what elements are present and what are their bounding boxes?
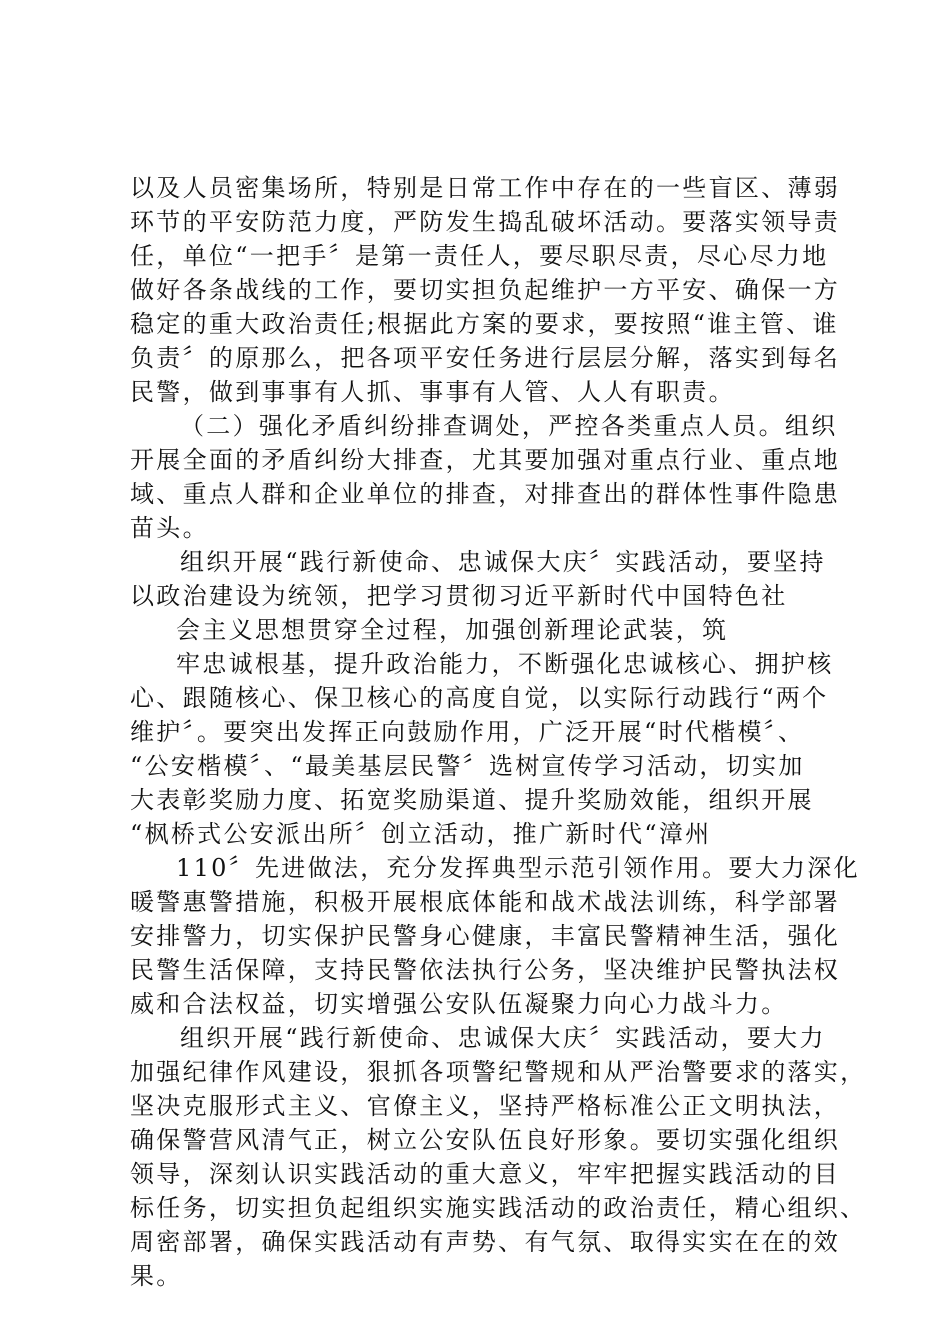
text-line-11: 苗头。 xyxy=(130,514,209,542)
text-line-5: 稳定的重大政治责任;根据此方案的要求，要按照“谁主管、谁 xyxy=(130,310,839,338)
text-line-20: “枫桥式公安派出所〞创立活动，推广新时代“漳州 xyxy=(130,820,712,848)
text-line-27: 加强纪律作风建设，狠抓各项警纪警规和从严治警要求的落实， xyxy=(130,1058,867,1086)
text-line-33: 果。 xyxy=(130,1262,183,1290)
paragraph-heading-2: （二）强化矛盾纠纷排查调处，严控各类重点人员。组织 xyxy=(180,412,838,440)
text-line-30: 领导，深刻认识实践活动的重大意义，牢牢把握实践活动的目 xyxy=(130,1160,841,1188)
text-line-6: 负责〞的原那么，把各项平安任务进行层层分解，落实到每名 xyxy=(130,344,841,372)
text-line-21: 110〞先进做法，充分发挥典型示范引领作用。要大力深化 xyxy=(176,854,860,882)
text-line-1: 以及人员密集场所，特别是日常工作中存在的一些盲区、薄弱 xyxy=(130,174,841,202)
text-line-15: 牢忠诚根基，提升政治能力，不断强化忠诚核心、拥护核 xyxy=(176,650,834,678)
text-line-28: 坚决克服形式主义、官僚主义，坚持严格标准公正文明执法， xyxy=(130,1092,841,1120)
text-line-31: 标任务，切实担负起组织实施实践活动的政治责任，精心组织、 xyxy=(130,1194,867,1222)
text-line-18: “公安楷模〞、“最美基层民警〞选树宣传学习活动，切实加 xyxy=(130,752,805,780)
text-line-4: 做好各条战线的工作，要切实担负起维护一方平安、确保一方 xyxy=(130,276,841,304)
text-line-25: 威和合法权益，切实增强公安队伍凝聚力向心力战斗力。 xyxy=(130,990,788,1018)
text-line-23: 安排警力，切实保护民警身心健康，丰富民警精神生活，强化 xyxy=(130,922,841,950)
text-line-24: 民警生活保障，支持民警依法执行公务，坚决维护民警执法权 xyxy=(130,956,841,984)
text-line-14: 会主义思想贯穿全过程，加强创新理论武装，筑 xyxy=(176,616,729,644)
text-line-17: 维护〞。要突出发挥正向鼓励作用，广泛开展“时代楷模〞、 xyxy=(130,718,805,746)
text-line-22: 暖警惠警措施，积极开展根底体能和战术战法训练，科学部署 xyxy=(130,888,841,916)
text-line-32: 周密部署，确保实践活动有声势、有气氛、取得实实在在的效 xyxy=(130,1228,841,1256)
text-line-10: 域、重点人群和企业单位的排查，对排查出的群体性事件隐患 xyxy=(130,480,841,508)
text-line-3: 任，单位“一把手〞是第一责任人，要尽职尽责，尽心尽力地 xyxy=(130,242,829,270)
text-line-26: 组织开展“践行新使命、忠诚保大庆〞实践活动，要大力 xyxy=(180,1024,826,1052)
text-line-16: 心、跟随核心、保卫核心的高度自觉，以实际行动践行“两个 xyxy=(130,684,829,712)
text-line-12: 组织开展“践行新使命、忠诚保大庆〞实践活动，要坚持 xyxy=(180,548,826,576)
document-body xyxy=(130,171,867,1293)
text-line-13: 以政治建设为统领，把学习贯彻习近平新时代中国特色社 xyxy=(130,582,788,610)
text-line-7: 民警，做到事事有人抓、事事有人管、人人有职责。 xyxy=(130,378,735,406)
text-line-19: 大表彰奖励力度、拓宽奖励渠道、提升奖励效能，组织开展 xyxy=(130,786,814,814)
text-line-9: 开展全面的矛盾纠纷大排查，尤其要加强对重点行业、重点地 xyxy=(130,446,841,474)
text-line-2: 环节的平安防范力度，严防发生捣乱破坏活动。要落实领导责 xyxy=(130,208,841,236)
text-line-29: 确保警营风清气正，树立公安队伍良好形象。要切实强化组织 xyxy=(130,1126,841,1154)
